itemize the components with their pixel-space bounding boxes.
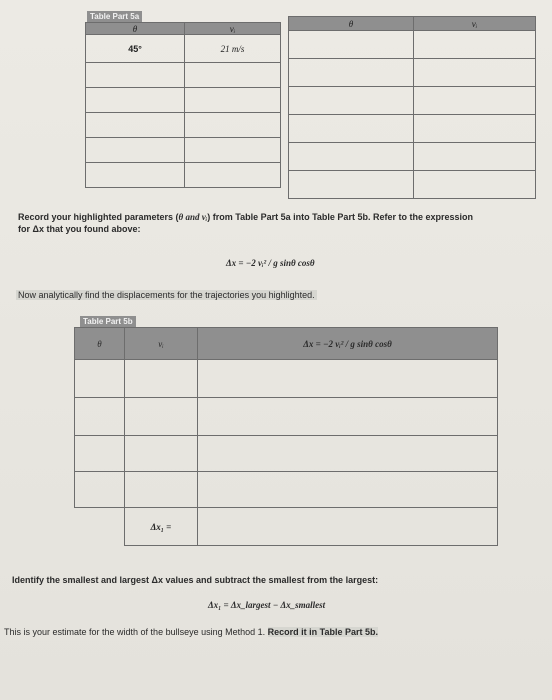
table-5a-right-cell[interactable] xyxy=(289,171,414,199)
table-5a-right-cell[interactable] xyxy=(414,87,536,115)
table-5a-right-cell[interactable] xyxy=(414,115,536,143)
table-5a-right-cell[interactable] xyxy=(289,59,414,87)
table-5b-cell[interactable] xyxy=(198,472,498,508)
table-5b-cell[interactable] xyxy=(75,436,125,472)
table-5a-cell[interactable] xyxy=(185,138,281,163)
table-5a-right xyxy=(288,16,536,199)
table-5b-cell[interactable] xyxy=(75,398,125,436)
table-5b-empty xyxy=(75,508,125,546)
table-5b-theta-header: θ xyxy=(75,328,125,360)
table-5a-cell[interactable] xyxy=(86,138,185,163)
instruction-record-parameters: Record your highlighted parameters (θ and vᵢ) from Table Part 5a into Table Part 5b. Refer to the expression for Δx that you found above: xyxy=(18,212,473,234)
conclusion-line: This is your estimate for the width of the bullseye using Method 1. Record it in Table Part 5b. xyxy=(4,627,378,637)
table-5b-delta-x1-label: Δx₁ = xyxy=(125,508,198,546)
table-5a-cell[interactable] xyxy=(86,163,185,188)
table-5b-cell[interactable] xyxy=(198,398,498,436)
instruction-identify: Identify the smallest and largest Δx values and subtract the smallest from the largest: xyxy=(12,575,379,585)
table-5a-right-cell[interactable] xyxy=(289,115,414,143)
table-5a-cell-velocity: 21 m/s xyxy=(185,35,281,63)
table-5a-cell[interactable] xyxy=(86,63,185,88)
table-5b-cell[interactable] xyxy=(198,436,498,472)
table-5b-delta-x1-value[interactable] xyxy=(198,508,498,546)
table-5a-right-cell[interactable] xyxy=(414,31,536,59)
table-5b-cell[interactable] xyxy=(75,472,125,508)
table-5b-caption: Table Part 5b xyxy=(80,316,136,327)
table-5b-cell[interactable] xyxy=(125,472,198,508)
table-5b-cell[interactable] xyxy=(125,436,198,472)
table-5b-cell[interactable] xyxy=(125,398,198,436)
table-5a-cell[interactable] xyxy=(185,113,281,138)
table-5a-right-cell[interactable] xyxy=(289,31,414,59)
table-5a-cell[interactable] xyxy=(185,63,281,88)
table-5a-right-cell[interactable] xyxy=(414,171,536,199)
table-5a-right-cell[interactable] xyxy=(289,143,414,171)
table-5b-delta-x-header: Δx = −2 vᵢ² / g sinθ cosθ xyxy=(198,328,498,360)
table-5a-caption: Table Part 5a xyxy=(87,11,142,22)
table-5b-cell[interactable] xyxy=(75,360,125,398)
table-5a-cell[interactable] xyxy=(185,88,281,113)
table-5a-vi-header: vᵢ xyxy=(185,23,281,35)
table-5b xyxy=(74,327,498,546)
table-5a-right-theta-header: θ xyxy=(289,17,414,31)
equation-delta-x: Δx = −2 vᵢ² / g sinθ cosθ xyxy=(226,258,315,268)
table-5a-right-vi-header: vᵢ xyxy=(414,17,536,31)
table-5a-cell-angle: 45° xyxy=(86,35,185,63)
table-5a-cell[interactable] xyxy=(86,113,185,138)
table-5a-right-cell[interactable] xyxy=(289,87,414,115)
table-5a-cell[interactable] xyxy=(185,163,281,188)
equation-delta-x1: Δx₁ = Δx_largest − Δx_smallest xyxy=(208,600,326,610)
table-5b-cell[interactable] xyxy=(125,360,198,398)
instruction-analytic: Now analytically find the displacements for the trajectories you highlighted. xyxy=(18,290,315,300)
table-5a-right-cell[interactable] xyxy=(414,59,536,87)
table-5b-cell[interactable] xyxy=(198,360,498,398)
table-5a-cell[interactable] xyxy=(86,88,185,113)
table-5b-vi-header: vᵢ xyxy=(125,328,198,360)
table-5a-theta-header: θ xyxy=(86,23,185,35)
table-5a-left xyxy=(85,22,281,188)
table-5a-right-cell[interactable] xyxy=(414,143,536,171)
